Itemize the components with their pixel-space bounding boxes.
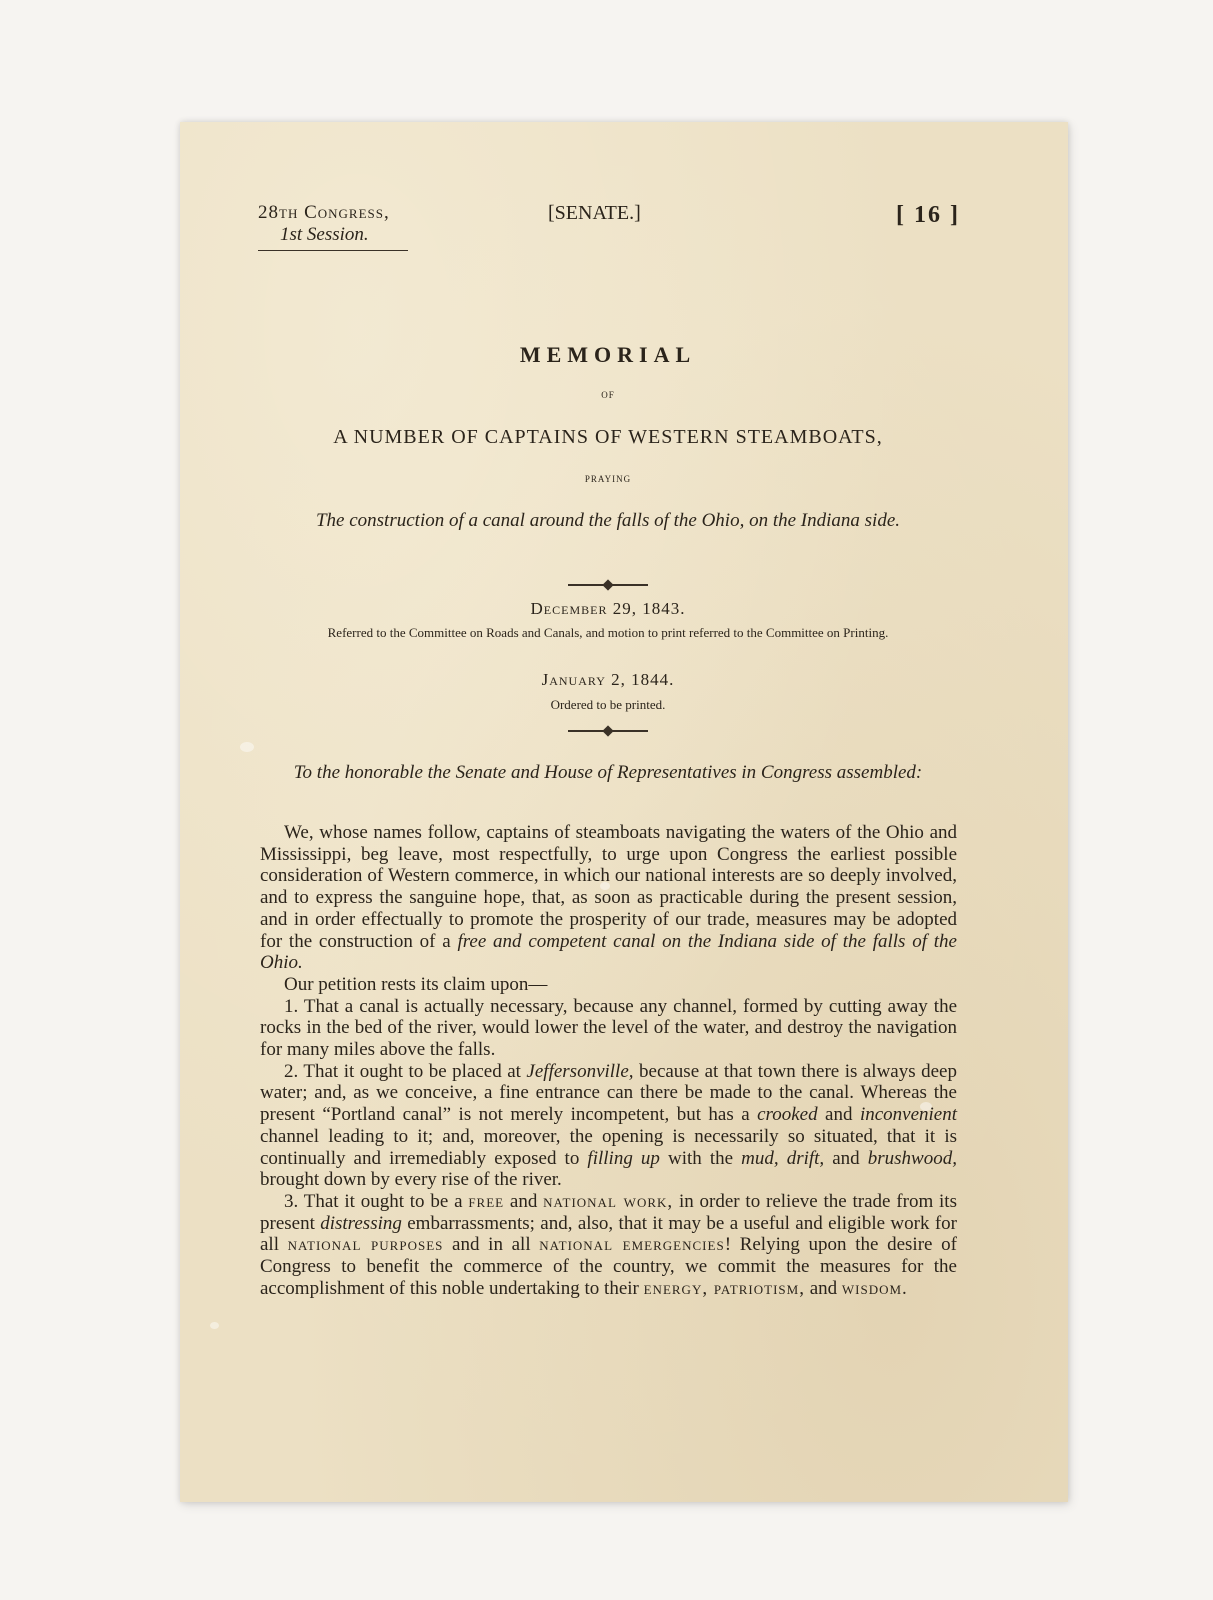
of-label: OF: [601, 390, 615, 400]
prayer-text: The construction of a canal around the falls of the Ohio, on the Indiana side.: [315, 510, 901, 531]
date-referred: December 29, 1843.: [530, 599, 686, 618]
ornamental-rule: [568, 730, 648, 732]
foxing-spot: [210, 1322, 219, 1329]
salutation: To the honorable the Senate and House of Representatives in Congress assembled:: [293, 762, 923, 783]
paragraph-point-3: 3. That it ought to be a free and national work, in order to relieve the trade from its present distressing embarrassments; and, also, that it may be a useful and eligible work for all national purposes and in all national emergencies! Relying upon the desire of Congress to benefit the commerce of the country, we commit the measures for the accomplishment of this noble undertaking to their energy, patriotism, and wisdom.: [260, 1190, 957, 1299]
paragraph-claim: Our petition rests its claim upon—: [284, 973, 548, 995]
memorial-subject: A NUMBER OF CAPTAINS OF WESTERN STEAMBOATS,: [333, 426, 883, 448]
congress-label: 28th Congress,: [258, 202, 390, 223]
document-page: [180, 122, 1068, 1502]
congress-session: [258, 202, 408, 251]
order-note: Ordered to be printed.: [550, 697, 666, 712]
memorial-heading: MEMORIAL: [519, 342, 697, 367]
paragraph-intro: We, whose names follow, captains of steamboats navigating the waters of the Ohio and Mississippi, beg leave, most respectfully, to urge upon Congress the earliest possible consideration of Western commerce, in which our national interests are so deeply involved, and to express the sanguine hope, that, as soon as practicable during the present session, and in order effectually to promote the prosperity of our trade, measures may be adopted for the construction of a free and competent canal on the Indiana side of the falls of the Ohio.: [260, 822, 957, 974]
document-number: [ 16 ]: [896, 202, 960, 228]
chamber-label: [SENATE.]: [548, 202, 641, 224]
praying-label: PRAYING: [584, 474, 632, 484]
session-label: 1st Session.: [280, 224, 369, 245]
memorial-body: [260, 822, 957, 1299]
referral-note: Referred to the Committee on Roads and Canals, and motion to print referred to the Committee on Printing.: [327, 625, 889, 640]
date-ordered: January 2, 1844.: [541, 670, 675, 689]
paragraph-point-1: 1. That a canal is actually necessary, because any channel, formed by cutting away the rocks in the bed of the river, would lower the level of the water, and destroy the navigation for many miles above the falls.: [260, 995, 957, 1061]
paragraph-point-2: 2. That it ought to be placed at Jeffersonville, because at that town there is always deep water; and, as we conceive, a fine entrance can there be made to the canal. Whereas the present “Portland canal” is not merely incompetent, but has a crooked and inconvenient channel leading to it; and, moreover, the opening is necessarily so situated, that it is continually and irremediably exposed to filling up with the mud, drift, and brushwood, brought down by every rise of the river.: [260, 1060, 958, 1191]
ornamental-rule: [568, 584, 648, 586]
foxing-spot: [240, 742, 254, 752]
